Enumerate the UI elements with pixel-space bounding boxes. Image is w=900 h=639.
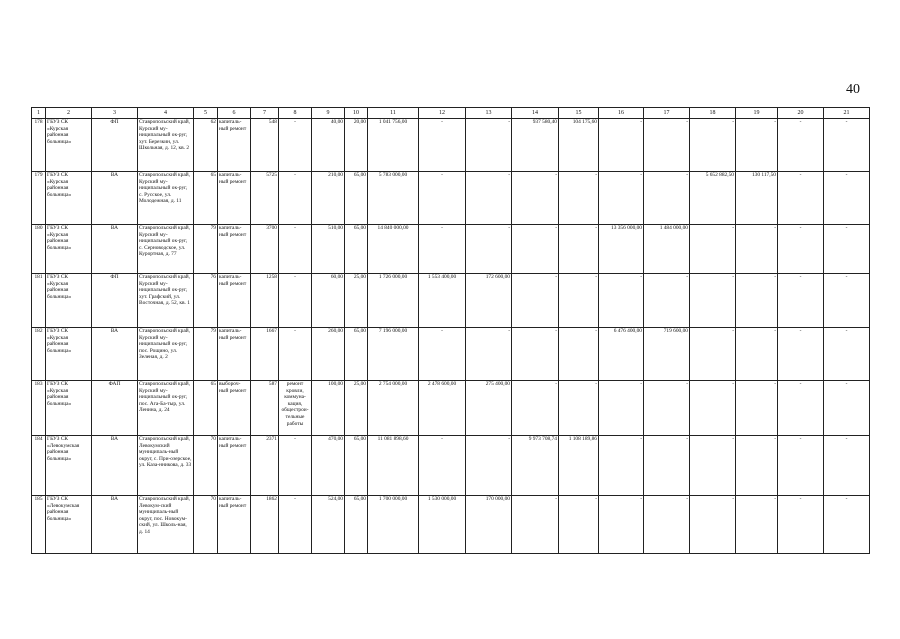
cell-c12: 1 530 000,00 xyxy=(419,496,466,554)
column-header: 15 xyxy=(559,108,599,119)
cell-address: Ставропольский край, Курский му-ниципальный ок-руг, с. Русское, ул. Молодежная, д. 11 xyxy=(138,172,194,225)
cell-c15: 1 108 189,86 xyxy=(559,436,599,496)
cell-c5: 65 xyxy=(194,172,218,225)
table-row xyxy=(32,328,870,381)
cell-c8: ремонт кровли, коммуна-кация, общестрои-тельные работы xyxy=(279,381,312,436)
column-header: 18 xyxy=(690,108,736,119)
cell-c20: - xyxy=(778,225,824,274)
cell-c10: 25,00 xyxy=(345,381,368,436)
cell-c10: 65,00 xyxy=(345,225,368,274)
cell-c21: - xyxy=(824,436,870,496)
column-header: 12 xyxy=(419,108,466,119)
cell-c15: - xyxy=(559,225,599,274)
header-row xyxy=(32,108,870,119)
cell-org: ГБУЗ СК «Курская районная больница» xyxy=(46,119,92,172)
cell-c19: - xyxy=(736,225,778,274)
cell-c8: - xyxy=(279,328,312,381)
cell-c10: 65,00 xyxy=(345,172,368,225)
cell-c12: - xyxy=(419,172,466,225)
table-row xyxy=(32,119,870,172)
cell-c20: - xyxy=(778,274,824,328)
cell-c19: - xyxy=(736,496,778,554)
column-header: 20 xyxy=(778,108,824,119)
cell-c16: - xyxy=(599,496,644,554)
cell-org: ГБУЗ СК «Курская районная больница» xyxy=(46,274,92,328)
cell-work: выбороч-ный ремонт xyxy=(218,381,251,436)
cell-c19: - xyxy=(736,381,778,436)
cell-num: 178 xyxy=(32,119,46,172)
cell-c9: 510,00 xyxy=(312,225,345,274)
table-row xyxy=(32,274,870,328)
cell-c17: 1 484 000,00 xyxy=(644,225,690,274)
cell-c14: - xyxy=(512,381,559,436)
cell-c18: - xyxy=(690,328,736,381)
cell-num: 182 xyxy=(32,328,46,381)
table-row xyxy=(32,172,870,225)
cell-address: Ставропольский край, Курский му-ниципальный ок-руг, пос. Рощино, ул. Зеленая, д. 2 xyxy=(138,328,194,381)
cell-c16: - xyxy=(599,119,644,172)
cell-c12: 1 553 400,00 xyxy=(419,274,466,328)
cell-c20: - xyxy=(778,436,824,496)
cell-type: ВА xyxy=(92,496,138,554)
cell-c17: - xyxy=(644,381,690,436)
cell-work: капиталь-ный ремонт xyxy=(218,172,251,225)
cell-c7: 548 xyxy=(251,119,279,172)
cell-c21: - xyxy=(824,225,870,274)
cell-address: Ставропольский край, Левокум-ский муниципаль-ный округ, пос. Новокум-ский, ул. Школь-ная, д. 14 xyxy=(138,496,194,554)
cell-c19: - xyxy=(736,274,778,328)
column-header: 6 xyxy=(218,108,251,119)
cell-c12: - xyxy=(419,436,466,496)
cell-c10: 25,00 xyxy=(345,274,368,328)
column-header: 5 xyxy=(194,108,218,119)
column-header: 19 xyxy=(736,108,778,119)
cell-c9: 260,00 xyxy=(312,328,345,381)
cell-c21: - xyxy=(824,496,870,554)
cell-c17: - xyxy=(644,172,690,225)
cell-c11: 7 196 000,00 xyxy=(368,328,419,381)
cell-c8: - xyxy=(279,436,312,496)
cell-c16: - xyxy=(599,274,644,328)
cell-address: Ставропольский край, Курский му-ниципальный ок-руг, с. Серноводское, ул. Курортная, д. 77 xyxy=(138,225,194,274)
cell-c5: 79 xyxy=(194,225,218,274)
cell-c7: 3700 xyxy=(251,225,279,274)
cell-c13: 275 400,00 xyxy=(466,381,512,436)
cell-c5: 62 xyxy=(194,119,218,172)
cell-c19: - xyxy=(736,328,778,381)
column-header: 1 xyxy=(32,108,46,119)
cell-c21: - xyxy=(824,274,870,328)
cell-work: капиталь-ный ремонт xyxy=(218,436,251,496)
cell-org: ГБУЗ СК «Курская районная больница» xyxy=(46,328,92,381)
cell-c5: 70 xyxy=(194,496,218,554)
cell-c14: - xyxy=(512,172,559,225)
cell-c5: 70 xyxy=(194,436,218,496)
cell-address: Ставропольский край, Курский му-ниципальный ок-руг, хут. Графский, ул. Восточная, д. 52, кв. 1 xyxy=(138,274,194,328)
cell-c9: 40,00 xyxy=(312,119,345,172)
cell-c13: 172 600,00 xyxy=(466,274,512,328)
cell-num: 184 xyxy=(32,436,46,496)
cell-c10: 65,00 xyxy=(345,436,368,496)
column-header: 4 xyxy=(138,108,194,119)
table-row xyxy=(32,381,870,436)
page-number: 40 xyxy=(846,82,860,97)
cell-c14: 9 973 708,74 xyxy=(512,436,559,496)
cell-work: капиталь-ный ремонт xyxy=(218,119,251,172)
column-header: 9 xyxy=(312,108,345,119)
cell-c20: - xyxy=(778,119,824,172)
cell-type: ФП xyxy=(92,274,138,328)
cell-c7: 2371 xyxy=(251,436,279,496)
cell-c14: - xyxy=(512,274,559,328)
cell-c21: - xyxy=(824,172,870,225)
cell-c18: - xyxy=(690,119,736,172)
cell-type: ВА xyxy=(92,225,138,274)
cell-c18: - xyxy=(690,274,736,328)
cell-c17: - xyxy=(644,436,690,496)
cell-c9: 470,00 xyxy=(312,436,345,496)
cell-c17: - xyxy=(644,274,690,328)
cell-c15: - xyxy=(559,172,599,225)
cell-c12: - xyxy=(419,225,466,274)
cell-c20: - xyxy=(778,381,824,436)
cell-c5: 65 xyxy=(194,381,218,436)
cell-c11: 5 783 000,00 xyxy=(368,172,419,225)
cell-c7: 5725 xyxy=(251,172,279,225)
cell-c16: 13 356 000,00 xyxy=(599,225,644,274)
table-row xyxy=(32,496,870,554)
cell-type: ВА xyxy=(92,328,138,381)
cell-c19: - xyxy=(736,119,778,172)
column-header: 17 xyxy=(644,108,690,119)
cell-c17: 719 600,00 xyxy=(644,328,690,381)
column-header: 10 xyxy=(345,108,368,119)
column-header: 2 xyxy=(46,108,92,119)
cell-num: 181 xyxy=(32,274,46,328)
cell-address: Ставропольский край, Курский му-ниципальный ок-руг, хут. Березкин, ул. Школьная, д. 12, кв. 2 xyxy=(138,119,194,172)
cell-c16: - xyxy=(599,172,644,225)
cell-c7: 1258 xyxy=(251,274,279,328)
cell-c15: - xyxy=(559,496,599,554)
column-header: 14 xyxy=(512,108,559,119)
cell-c20: - xyxy=(778,328,824,381)
table-row xyxy=(32,225,870,274)
cell-c7: 587 xyxy=(251,381,279,436)
cell-num: 179 xyxy=(32,172,46,225)
cell-c15: 104 175,60 xyxy=(559,119,599,172)
column-header: 8 xyxy=(279,108,312,119)
cell-org: ГБУЗ СК «Левокумская районная больница» xyxy=(46,436,92,496)
cell-work: капиталь-ный ремонт xyxy=(218,225,251,274)
cell-c16: 6 476 400,00 xyxy=(599,328,644,381)
cell-c8: - xyxy=(279,119,312,172)
column-header: 3 xyxy=(92,108,138,119)
column-header: 16 xyxy=(599,108,644,119)
cell-c12: - xyxy=(419,328,466,381)
cell-c11: 2 754 000,00 xyxy=(368,381,419,436)
column-header: 11 xyxy=(368,108,419,119)
cell-type: ВА xyxy=(92,172,138,225)
cell-c21: - xyxy=(824,119,870,172)
column-header: 21 xyxy=(824,108,870,119)
cell-c14: - xyxy=(512,225,559,274)
cell-c8: - xyxy=(279,496,312,554)
cell-c21: - xyxy=(824,328,870,381)
cell-org: ГБУЗ СК «Курская районная больница» xyxy=(46,225,92,274)
cell-org: ГБУЗ СК «Курская районная больница» xyxy=(46,381,92,436)
cell-num: 185 xyxy=(32,496,46,554)
cell-c14: 937 580,40 xyxy=(512,119,559,172)
cell-c16: - xyxy=(599,436,644,496)
cell-c7: 1667 xyxy=(251,328,279,381)
cell-work: капиталь-ный ремонт xyxy=(218,328,251,381)
cell-c13: - xyxy=(466,172,512,225)
cell-c18: 5 652 882,50 xyxy=(690,172,736,225)
cell-num: 183 xyxy=(32,381,46,436)
cell-c5: 76 xyxy=(194,274,218,328)
cell-c13: - xyxy=(466,436,512,496)
cell-c15: - xyxy=(559,381,599,436)
cell-org: ГБУЗ СК «Курская районная больница» xyxy=(46,172,92,225)
column-header: 7 xyxy=(251,108,279,119)
cell-type: ФП xyxy=(92,119,138,172)
cell-c13: - xyxy=(466,328,512,381)
cell-c13: - xyxy=(466,225,512,274)
cell-num: 180 xyxy=(32,225,46,274)
cell-c15: - xyxy=(559,274,599,328)
cell-c10: 65,00 xyxy=(345,328,368,381)
cell-c19: 130 117,50 xyxy=(736,172,778,225)
cell-c12: 2 478 600,00 xyxy=(419,381,466,436)
cell-c17: - xyxy=(644,496,690,554)
cell-c14: - xyxy=(512,328,559,381)
cell-c13: - xyxy=(466,119,512,172)
cell-c9: 60,00 xyxy=(312,274,345,328)
cell-c11: 1 041 756,00 xyxy=(368,119,419,172)
cell-work: капиталь-ный ремонт xyxy=(218,274,251,328)
cell-c5: 79 xyxy=(194,328,218,381)
cell-address: Ставропольский край, Курский му-ниципальный ок-руг, пос. Ага-Ба-тыр, ул. Ленина, д. 24 xyxy=(138,381,194,436)
cell-c18: - xyxy=(690,436,736,496)
cell-type: ФАП xyxy=(92,381,138,436)
register-table xyxy=(31,107,870,554)
cell-c10: 20,00 xyxy=(345,119,368,172)
cell-c19: - xyxy=(736,436,778,496)
cell-c7: 1862 xyxy=(251,496,279,554)
cell-c10: 65,00 xyxy=(345,496,368,554)
cell-c18: - xyxy=(690,496,736,554)
cell-c8: - xyxy=(279,274,312,328)
cell-c9: 524,00 xyxy=(312,496,345,554)
cell-type: ВА xyxy=(92,436,138,496)
cell-c9: 210,00 xyxy=(312,172,345,225)
cell-c18: - xyxy=(690,381,736,436)
cell-c17: - xyxy=(644,119,690,172)
cell-c8: - xyxy=(279,225,312,274)
cell-c11: 11 081 898,60 xyxy=(368,436,419,496)
cell-org: ГБУЗ СК «Левокумская районная больница» xyxy=(46,496,92,554)
cell-c11: 14 840 000,00 xyxy=(368,225,419,274)
column-header: 13 xyxy=(466,108,512,119)
cell-c20: - xyxy=(778,496,824,554)
cell-c8: - xyxy=(279,172,312,225)
cell-work: капиталь-ный ремонт xyxy=(218,496,251,554)
cell-c12: - xyxy=(419,119,466,172)
cell-c18: - xyxy=(690,225,736,274)
cell-c11: 1 726 000,00 xyxy=(368,274,419,328)
cell-c11: 1 700 000,00 xyxy=(368,496,419,554)
cell-c13: 170 000,00 xyxy=(466,496,512,554)
cell-c21: - xyxy=(824,381,870,436)
cell-c14: - xyxy=(512,496,559,554)
cell-c9: 100,00 xyxy=(312,381,345,436)
cell-c16: - xyxy=(599,381,644,436)
cell-address: Ставропольский край, Левокумский муниципаль-ный округ, с. При-озерское, ул. Каза-нникова, д. 33 xyxy=(138,436,194,496)
cell-c20: - xyxy=(778,172,824,225)
cell-c15: - xyxy=(559,328,599,381)
table-row xyxy=(32,436,870,496)
